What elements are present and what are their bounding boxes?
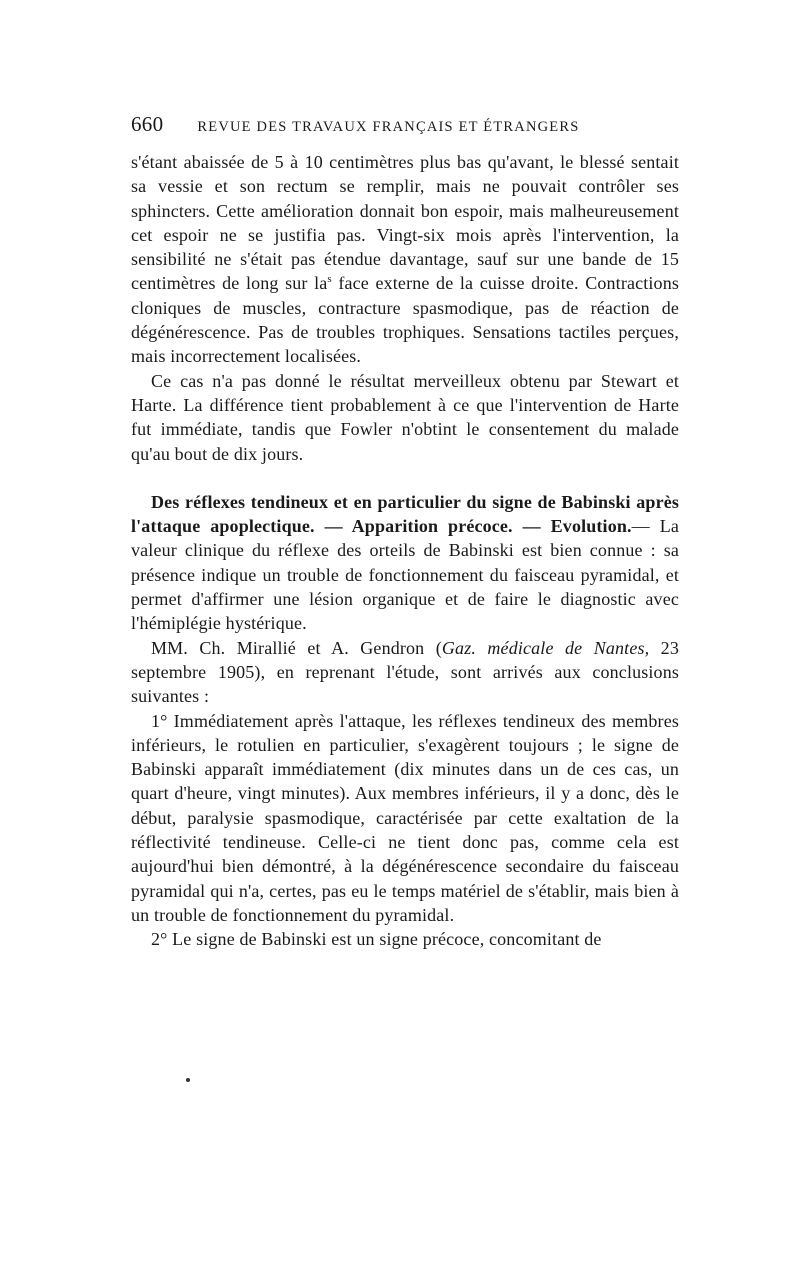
page-content [131, 112, 679, 952]
section-heading: Des réflexes tendineux et en particulier du signe de Babinski après l'attaque apoplectique. — Apparition précoce. — Evolution. [131, 491, 679, 537]
paragraph-text: Ce cas n'a pas donné le résultat merveilleux obtenu par Stewart et Harte. La différence tient probablement à ce que l'intervention de Harte fut immédiate, tandis que Fowler n'obtint le consentement du malade qu'au bout de dix jours. [131, 370, 679, 464]
ink-speck [186, 1078, 190, 1082]
paragraph-text: — La valeur clinique du réflexe des orteils de Babinski est bien connue : sa présence indique un trouble de fonctionnement du faisceau pyramidal, et permet d'affirmer une lésion organique et de faire le diagnostic avec l'hémiplégie hystérique. [131, 516, 679, 634]
running-head [131, 112, 679, 142]
section-gap [131, 466, 679, 490]
superscript-mark: s [327, 273, 332, 286]
paragraph-continued [131, 150, 679, 369]
paragraph-text-a: MM. Ch. Mirallié et A. Gendron ( [151, 637, 442, 658]
running-title: REVUE DES TRAVAUX FRANÇAIS ET ÉTRANGERS [197, 119, 580, 135]
page-number: 660 [131, 112, 164, 136]
body-text [131, 150, 679, 952]
journal-citation: Gaz. médicale de Nantes, [441, 637, 650, 658]
paragraph-conclusion-1 [131, 709, 679, 928]
paragraph-text-b: 23 septembre 1905), en reprenant l'étude, sont arrivés aux conclusions suivantes : [131, 637, 679, 707]
paragraph-text: 2° Le signe de Babinski est un signe précoce, concomitant de [151, 929, 602, 950]
paragraph-stewart-harte [131, 369, 679, 466]
paragraph-mirallie-gendron [131, 636, 679, 709]
paragraph-text-b: face externe de la cuisse droite. Contractions cloniques de muscles, contracture spasmodique, pas de réaction de dégénérescence. Pas de troubles trophiques. Sensations tactiles perçues, mais incorrectement localisées. [131, 273, 679, 367]
paragraph-conclusion-2 [131, 927, 679, 951]
paragraph-text-a: s'étant abaissée de 5 à 10 centimètres plus bas qu'avant, le blessé sentait sa vessie et son rectum se remplir, mais ne pouvait contrôler ses sphincters. Cette amélioration donnait bon espoir, mais malheureusement cet espoir ne se justifia pas. Vingt-six mois après l'intervention, la sensibilité ne s'était pas étendue davantage, sauf sur une bande de 15 centimètres de long sur la [131, 152, 679, 294]
paragraph-text: 1° Immédiatement après l'attaque, les réflexes tendineux des membres inférieurs, le rotulien en particulier, s'exagèrent toujours ; le signe de Babinski apparaît immédiatement (dix minutes dans un de ces cas, un quart d'heure, vingt minutes). Aux membres inférieurs, il y a donc, dès le début, paralysie spasmodique, caractérisée par cette exaltation de la réflectivité tendineuse. Celle-ci ne tient donc pas, comme cela est aujourd'hui bien démontré, à la dégénérescence secondaire du faisceau pyramidal qui n'a, certes, pas eu le temps matériel de s'établir, mais bien à un trouble de fonctionnement du pyramidal. [131, 710, 679, 925]
paragraph-babinski-section [131, 490, 679, 636]
